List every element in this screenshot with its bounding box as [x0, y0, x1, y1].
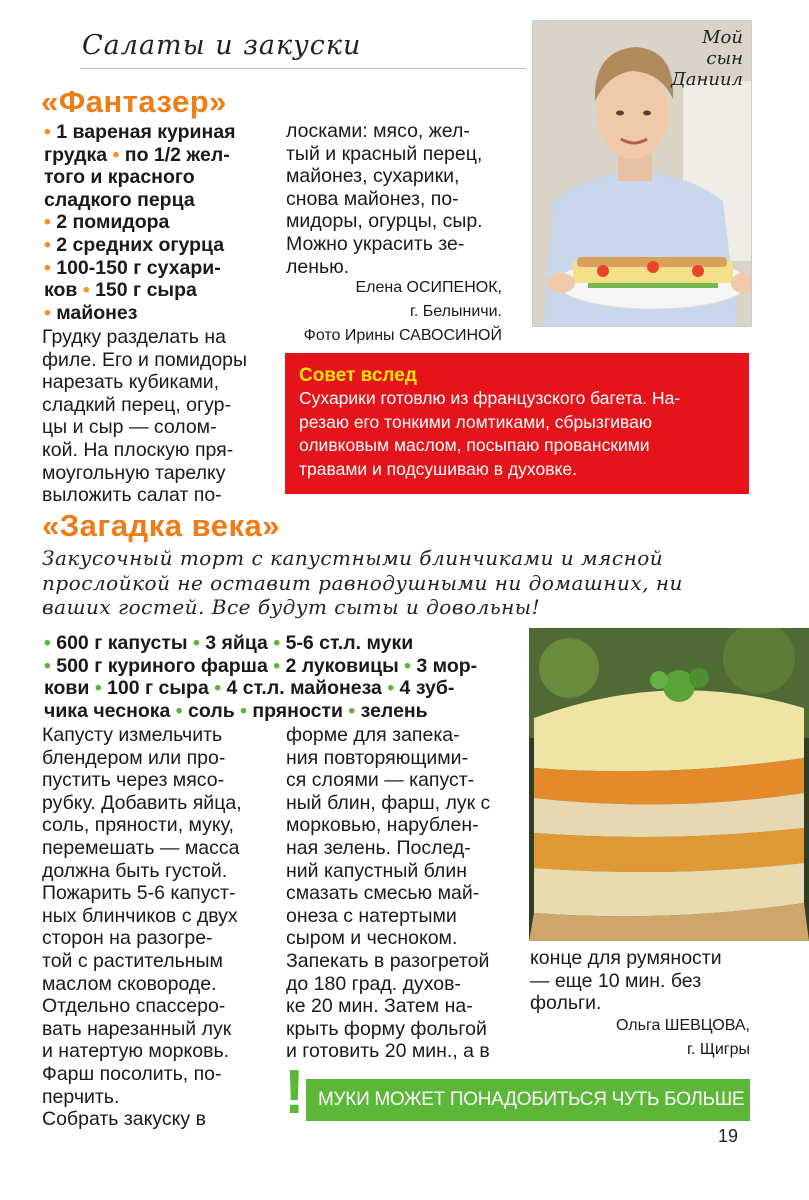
advice-text	[299, 387, 680, 481]
text-line: Можно украсить зе-	[286, 232, 465, 255]
advice-line: резаю его тонкими ломтиками, сбрызгиваю	[299, 411, 652, 432]
ingredient-line: • майонез	[44, 301, 138, 324]
text-line: онеза с натертыми	[286, 904, 457, 927]
text-line: мидоры, огурцы, сыр.	[286, 210, 483, 233]
text-line: — еще 10 мин. без	[530, 969, 702, 992]
intro-line: ваших гостей. Все будут сыты и довольны!	[42, 595, 541, 619]
author-name: Ольга ШЕВЦОВА,	[616, 1017, 750, 1034]
text-line: ный блин, фарш, лук с	[286, 791, 491, 814]
text-line: Отдельно спассеро-	[42, 995, 226, 1018]
text-line: должна быть густой.	[42, 859, 228, 882]
recipe2-text-col1	[42, 724, 270, 1131]
text-line: маслом сковороде.	[42, 972, 217, 995]
author-name: Елена ОСИПЕНОК,	[355, 279, 502, 296]
advice-line: травами и подсушиваю в духовке.	[299, 458, 577, 479]
text-line: фольги.	[530, 992, 602, 1015]
text-line: соль, пряности, муку,	[42, 814, 234, 837]
section-divider	[80, 68, 526, 69]
intro-line: прослойкой не оставит равнодушными ни домашних, ни	[42, 570, 683, 595]
text-line: Грудку разделать на	[42, 326, 226, 348]
text-line: пустить через мясо-	[42, 769, 225, 792]
text-line: перемешать — масса	[42, 836, 240, 859]
section-title: Салаты и закуски	[82, 30, 362, 61]
photo-credit: Фото Ирины САВОСИНОЙ	[303, 327, 502, 344]
recipe1-ingredients	[44, 121, 274, 324]
text-line: сыром и чесноком.	[286, 927, 458, 950]
recipe1-signature	[286, 276, 502, 348]
text-line: кой. На плоскую пря-	[42, 438, 234, 461]
layered-cake-photo	[529, 628, 809, 941]
text-line: сладкий перец, огур-	[42, 393, 232, 416]
caption-line: Мой	[702, 27, 743, 48]
recipe1-text-left	[42, 326, 274, 507]
text-line: ных блинчиков с двух	[42, 904, 238, 927]
text-line: Собрать закуску в	[42, 1108, 206, 1131]
text-line: филе. Его и помидоры	[42, 348, 248, 371]
cake-illustration	[529, 628, 809, 941]
text-line: той с растительным	[42, 949, 223, 972]
text-line: вать нарезанный лук	[42, 1017, 232, 1040]
text-line: Фарш посолить, по-	[42, 1062, 222, 1085]
recipe2-ingredients	[44, 632, 514, 722]
advice-box	[285, 353, 749, 494]
recipe2-text-col3	[530, 947, 760, 1015]
text-line: перчить.	[42, 1085, 120, 1108]
text-line: крыть форму фольгой	[286, 1017, 487, 1040]
ingredient-line: • 100-150 г сухари-	[44, 256, 221, 279]
text-line: и натертую морковь.	[42, 1040, 230, 1063]
ingredient-line: грудка • по 1/2 жел-	[44, 143, 230, 166]
text-line: ния повторяющими-	[286, 746, 469, 769]
ingredient-line: сладкого перца	[44, 188, 195, 211]
text-line: лосками: мясо, жел-	[286, 120, 470, 142]
note-text: МУКИ МОЖЕТ ПОНАДОБИТЬСЯ ЧУТЬ БОЛЬШЕ	[318, 1089, 745, 1110]
advice-title: Совет вслед	[299, 365, 417, 386]
text-line: конце для румяности	[530, 947, 722, 969]
text-line: цы и сыр — солом-	[42, 416, 217, 439]
text-line: ся слоями — капуст-	[286, 769, 475, 792]
ingredient-line: ков • 150 г сыра	[44, 279, 197, 302]
exclamation-icon: !	[284, 1058, 305, 1127]
text-line: сторон на разогре-	[42, 927, 213, 950]
text-line: ний капустный блин	[286, 859, 467, 882]
caption-line: сын	[706, 48, 743, 69]
recipe2-text-col2	[286, 724, 518, 1063]
text-line: выложить салат по-	[42, 484, 222, 507]
ingredient-line: кови • 100 г сыра • 4 ст.л. майонеза • 4 зуб-	[44, 677, 455, 700]
text-line: до 180 град. духов-	[286, 972, 461, 995]
recipe2-signature	[540, 1014, 750, 1062]
intro-line: Закусочный торт с капустными блинчиками и мясной	[42, 546, 664, 570]
advice-line: оливковым маслом, посыпаю прованскими	[299, 435, 650, 455]
text-line: моугольную тарелку	[42, 461, 226, 484]
recipe2-intro	[42, 546, 762, 620]
text-line: форме для запека-	[286, 724, 460, 746]
text-line: блендером или про-	[42, 746, 226, 769]
text-line: нарезать кубиками,	[42, 371, 220, 394]
text-line: Пожарить 5-6 капуст-	[42, 882, 236, 905]
ingredient-line: • 500 г куриного фарша • 2 луковицы • 3 мор-	[44, 654, 478, 677]
page-number: 19	[718, 1126, 739, 1146]
author-city: г. Белыничи.	[410, 303, 502, 320]
advice-line: Сухарики готовлю из французского багета. На-	[299, 388, 681, 408]
text-line: тый и красный перец,	[286, 142, 483, 165]
text-line: майонез, сухарики,	[286, 165, 460, 188]
text-line: ке 20 мин. Затем на-	[286, 995, 473, 1018]
text-line: снова майонез, по-	[286, 187, 459, 210]
text-line: смазать смесью май-	[286, 882, 480, 905]
caption-line: Даниил	[671, 69, 743, 90]
text-line: ленью.	[286, 255, 350, 278]
boy-with-salad-photo	[532, 20, 752, 327]
text-line: Запекать в разогретой	[286, 949, 490, 972]
text-line: и готовить 20 мин., а в	[286, 1040, 490, 1063]
ingredient-line: • 2 средних огурца	[44, 233, 225, 256]
text-line: Капусту измельчить	[42, 724, 223, 746]
ingredient-line: чика чеснока • соль • пряности • зелень	[44, 699, 428, 722]
recipe2-title: «Загадка века»	[42, 508, 280, 543]
ingredient-line: • 2 помидора	[44, 211, 170, 234]
text-line: рубку. Добавить яйца,	[42, 791, 242, 814]
ingredient-line: того и красного	[44, 166, 195, 189]
recipe1-text-right	[286, 120, 516, 278]
photo-caption	[671, 27, 743, 90]
ingredient-line: • 1 вареная куриная	[44, 121, 236, 143]
text-line: морковью, нарублен-	[286, 814, 479, 837]
text-line: ная зелень. Послед-	[286, 836, 471, 859]
author-city: г. Щигры	[687, 1041, 750, 1058]
ingredient-line: • 600 г капусты • 3 яйца • 5-6 ст.л. муки	[44, 632, 414, 654]
note-bar	[306, 1079, 750, 1121]
recipe1-title: «Фантазер»	[41, 84, 227, 119]
